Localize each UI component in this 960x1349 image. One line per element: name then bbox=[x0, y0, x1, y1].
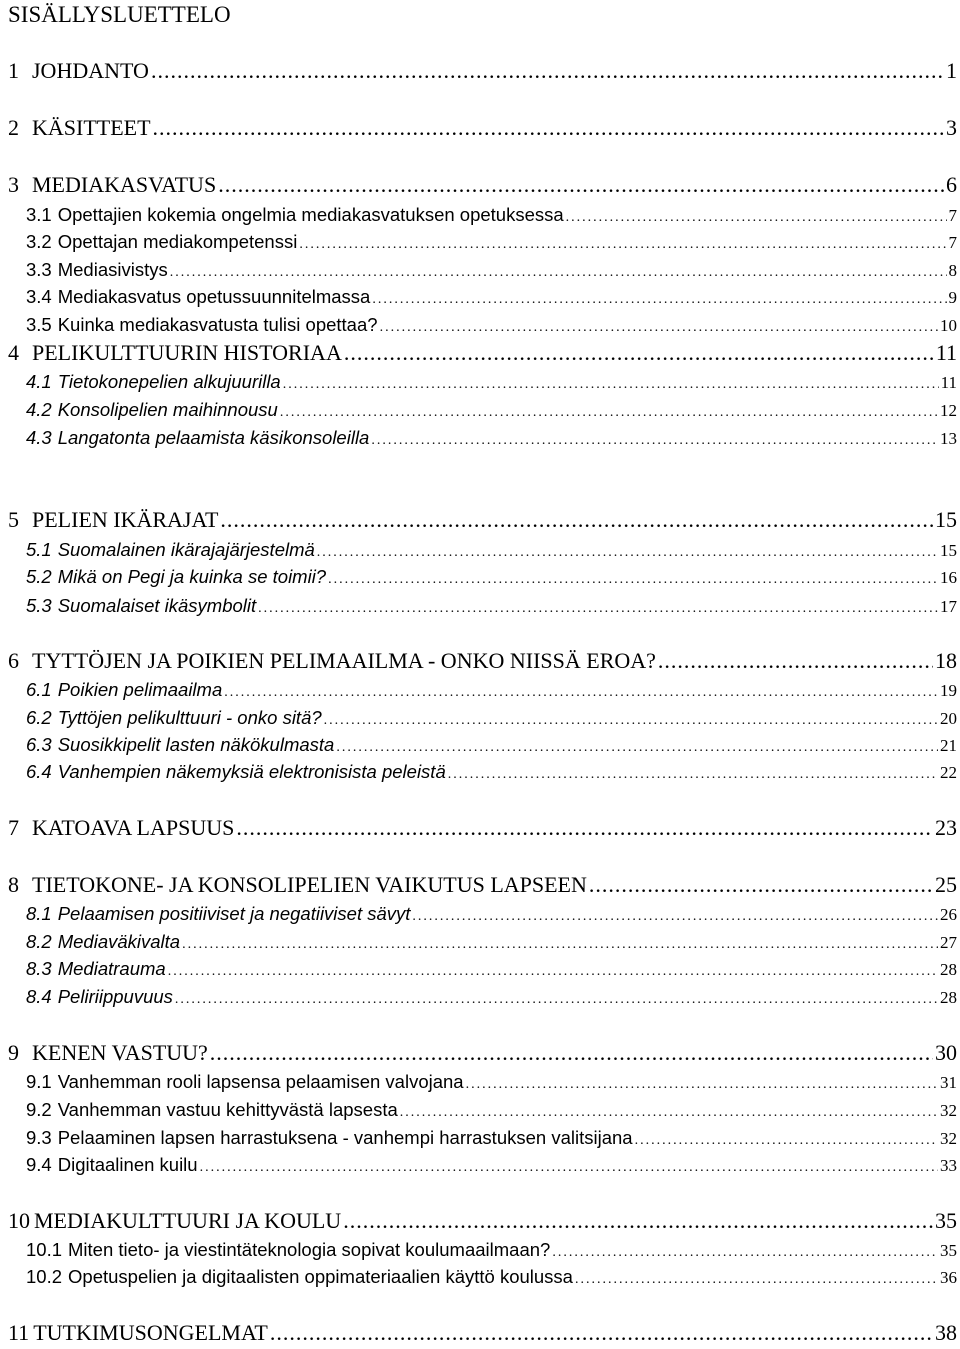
toc-entry-text: TYTTÖJEN JA POIKIEN PELIMAAILMA - ONKO NIISSÄ EROA? bbox=[32, 648, 656, 673]
toc-entry-text: Pelaaminen lapsen harrastuksena - vanhempi harrastuksen valitsijana bbox=[58, 1127, 633, 1148]
toc-entry-text: PELIKULTTUURIN HISTORIAA bbox=[32, 340, 342, 365]
dot-leader bbox=[575, 1266, 938, 1294]
toc-entry-label bbox=[0, 368, 281, 396]
dot-leader bbox=[210, 1037, 933, 1069]
toc-page-number: 11 bbox=[936, 337, 960, 369]
dot-leader bbox=[175, 986, 938, 1014]
toc-page-number: 6 bbox=[946, 169, 960, 201]
toc-entry-number: 1 bbox=[8, 55, 28, 87]
toc-section-entry[interactable] bbox=[0, 368, 960, 396]
toc-entry-label bbox=[0, 1236, 550, 1264]
dot-leader bbox=[236, 812, 933, 844]
toc-entry-number: 4.1 bbox=[26, 368, 52, 396]
toc-page-number: 28 bbox=[940, 984, 960, 1012]
toc-entry-label bbox=[0, 1151, 198, 1179]
toc-entry-number: 8.1 bbox=[26, 900, 52, 928]
dot-leader bbox=[299, 231, 946, 259]
toc-section-entry[interactable] bbox=[0, 536, 960, 564]
toc-entry-number: 6.2 bbox=[26, 704, 52, 732]
toc-page-number: 11 bbox=[941, 369, 960, 397]
toc-entry-text: Opettajan mediakompetenssi bbox=[58, 231, 298, 252]
toc-page-number: 22 bbox=[940, 759, 960, 787]
toc-entry-number: 4.3 bbox=[26, 424, 52, 452]
toc-entry-text: Pelaamisen positiiviset ja negatiiviset sävyt bbox=[58, 903, 411, 924]
toc-page-number: 35 bbox=[935, 1205, 960, 1237]
toc-entry-text: KATOAVA LAPSUUS bbox=[32, 815, 234, 840]
toc-entry-label bbox=[0, 1037, 208, 1069]
dot-leader bbox=[371, 427, 938, 455]
dot-leader bbox=[412, 903, 938, 931]
toc-chapter-entry[interactable] bbox=[0, 112, 960, 144]
toc-entry-text: Peliriippuvuus bbox=[58, 986, 173, 1007]
toc-entry-text: Mediasivistys bbox=[58, 259, 168, 280]
toc-entry-label bbox=[0, 928, 180, 956]
toc-entry-label bbox=[0, 228, 297, 256]
toc-entry-text: Tietokonepelien alkujuurilla bbox=[58, 371, 281, 392]
toc-entry-label bbox=[0, 256, 168, 284]
toc-entry-label bbox=[0, 704, 322, 732]
toc-entry-number: 9.2 bbox=[26, 1096, 52, 1124]
toc-entry-number: 3 bbox=[8, 169, 28, 201]
toc-entry-label bbox=[0, 1096, 398, 1124]
toc-page-number: 30 bbox=[935, 1037, 960, 1069]
toc-chapter-entry[interactable] bbox=[0, 645, 960, 677]
toc-entry-text: PELIEN IKÄRAJAT bbox=[32, 507, 218, 532]
toc-section-entry[interactable] bbox=[0, 396, 960, 424]
toc-section-entry[interactable] bbox=[0, 563, 960, 591]
dot-leader bbox=[200, 1154, 938, 1182]
toc-entry-label bbox=[0, 169, 216, 201]
toc-entry-number: 5.1 bbox=[26, 536, 52, 564]
toc-section-entry[interactable] bbox=[0, 256, 960, 284]
toc-chapter-entry[interactable] bbox=[0, 504, 960, 536]
toc-entry-text: Langatonta pelaamista käsikonsoleilla bbox=[58, 427, 370, 448]
toc-entry-number: 10.1 bbox=[26, 1236, 62, 1264]
toc-chapter-entry[interactable] bbox=[0, 1037, 960, 1069]
toc-section-entry[interactable] bbox=[0, 1151, 960, 1179]
toc-entry-label bbox=[0, 869, 587, 901]
toc-chapter-entry[interactable] bbox=[0, 169, 960, 201]
toc-page-number: 7 bbox=[949, 229, 960, 257]
toc-chapter-entry[interactable] bbox=[0, 1317, 960, 1349]
toc-entry-number: 9.1 bbox=[26, 1068, 52, 1096]
toc-section-entry[interactable] bbox=[0, 311, 960, 339]
toc-entry-label bbox=[0, 676, 222, 704]
toc-entry-label bbox=[0, 758, 446, 786]
toc-entry-number: 3.3 bbox=[26, 256, 52, 284]
toc-entry-number: 7 bbox=[8, 812, 28, 844]
toc-page-number: 32 bbox=[940, 1125, 960, 1153]
toc-section-entry[interactable] bbox=[0, 983, 960, 1011]
toc-entry-label bbox=[0, 592, 256, 620]
toc-entry-label bbox=[0, 283, 370, 311]
toc-entry-text: Kuinka mediakasvatusta tulisi opettaa? bbox=[58, 314, 378, 335]
toc-entry-label bbox=[0, 396, 278, 424]
toc-page-number: 12 bbox=[940, 397, 960, 425]
toc-section-entry[interactable] bbox=[0, 1236, 960, 1264]
toc-entry-text: Konsolipelien maihinnousu bbox=[58, 399, 278, 420]
dot-leader bbox=[270, 1317, 933, 1349]
toc-page-number: 27 bbox=[940, 929, 960, 957]
toc-entry-text: Mediatrauma bbox=[58, 958, 166, 979]
toc-page-number: 19 bbox=[940, 677, 960, 705]
toc-page-number: 31 bbox=[940, 1069, 960, 1097]
toc-entry-number: 5.2 bbox=[26, 563, 52, 591]
dot-leader bbox=[280, 399, 938, 427]
toc-entry-number: 6.3 bbox=[26, 731, 52, 759]
toc-page-number: 33 bbox=[940, 1152, 960, 1180]
toc-page-number: 32 bbox=[940, 1097, 960, 1125]
toc-section-entry[interactable] bbox=[0, 592, 960, 620]
toc-page-number: 15 bbox=[935, 504, 960, 536]
toc-entry-text: TIETOKONE- JA KONSOLIPELIEN VAIKUTUS LAPSEEN bbox=[32, 872, 587, 897]
toc-entry-number: 10 bbox=[8, 1205, 30, 1237]
toc-page-number: 1 bbox=[946, 55, 960, 87]
toc-entry-number: 10.2 bbox=[26, 1263, 62, 1291]
dot-leader bbox=[258, 595, 938, 623]
toc-entry-text: Suosikkipelit lasten näkökulmasta bbox=[58, 734, 335, 755]
toc-entry-label bbox=[0, 955, 166, 983]
toc-entry-label bbox=[0, 504, 218, 536]
dot-leader bbox=[372, 286, 946, 314]
toc-entry-number: 6.4 bbox=[26, 758, 52, 786]
toc-entry-text: MEDIAKULTTUURI JA KOULU bbox=[34, 1208, 341, 1233]
toc-entry-text: Suomalainen ikärajajärjestelmä bbox=[58, 539, 315, 560]
toc-entry-number: 6.1 bbox=[26, 676, 52, 704]
toc-entry-label bbox=[0, 1124, 633, 1152]
toc-section-entry[interactable] bbox=[0, 1096, 960, 1124]
toc-section-entry[interactable] bbox=[0, 731, 960, 759]
dot-leader bbox=[151, 55, 944, 87]
toc-entry-number: 8 bbox=[8, 869, 28, 901]
toc-entry-number: 11 bbox=[8, 1317, 29, 1349]
toc-entry-number: 3.2 bbox=[26, 228, 52, 256]
toc-entry-text: KENEN VASTUU? bbox=[32, 1040, 208, 1065]
dot-leader bbox=[283, 371, 939, 399]
toc-entry-label bbox=[0, 1263, 573, 1291]
toc-page-number: 20 bbox=[940, 705, 960, 733]
dot-leader bbox=[658, 645, 933, 677]
toc-chapter-entry[interactable] bbox=[0, 812, 960, 844]
toc-section-entry[interactable] bbox=[0, 283, 960, 311]
toc-chapter-entry[interactable] bbox=[0, 869, 960, 901]
toc-page-number: 36 bbox=[940, 1264, 960, 1292]
toc-page-number: 16 bbox=[940, 564, 960, 592]
toc-entry-text: MEDIAKASVATUS bbox=[32, 172, 216, 197]
dot-leader bbox=[589, 869, 933, 901]
toc-section-entry[interactable] bbox=[0, 1263, 960, 1291]
toc-entry-number: 3.5 bbox=[26, 311, 52, 339]
toc-entry-label bbox=[0, 645, 656, 677]
toc-entry-text: Mediakasvatus opetussuunnitelmassa bbox=[58, 286, 371, 307]
toc-entry-number: 9 bbox=[8, 1037, 28, 1069]
toc-entry-text: Opettajien kokemia ongelmia mediakasvatuksen opetuksessa bbox=[58, 204, 564, 225]
toc-section-entry[interactable] bbox=[0, 758, 960, 786]
toc-entry-label bbox=[0, 424, 369, 452]
toc-chapter-entry[interactable] bbox=[0, 55, 960, 87]
toc-entry-label bbox=[0, 563, 326, 591]
toc-section-entry[interactable] bbox=[0, 201, 960, 229]
toc-page-number: 9 bbox=[949, 284, 960, 312]
dot-leader bbox=[168, 958, 938, 986]
dot-leader bbox=[220, 504, 933, 536]
toc-entry-text: Suomalaiset ikäsymbolit bbox=[58, 595, 256, 616]
toc-entry-text: JOHDANTO bbox=[32, 58, 149, 83]
toc-chapter-entry[interactable] bbox=[0, 337, 960, 369]
toc-page-number: 7 bbox=[949, 202, 960, 230]
toc-section-entry[interactable] bbox=[0, 704, 960, 732]
toc-entry-text: KÄSITTEET bbox=[32, 115, 151, 140]
dot-leader bbox=[328, 566, 938, 594]
toc-entry-label bbox=[0, 731, 334, 759]
toc-entry-label bbox=[0, 812, 234, 844]
toc-entry-text: Poikien pelimaailma bbox=[58, 679, 223, 700]
toc-entry-text: Mediaväkivalta bbox=[58, 931, 180, 952]
toc-page-number: 13 bbox=[940, 425, 960, 453]
toc-entry-label bbox=[0, 1205, 341, 1237]
toc-entry-text: Opetuspelien ja digitaalisten oppimateriaalien käyttö koulussa bbox=[68, 1266, 573, 1287]
toc-entry-text: Vanhempien näkemyksiä elektronisista peleistä bbox=[58, 761, 446, 782]
dot-leader bbox=[344, 337, 934, 369]
toc-entry-label bbox=[0, 900, 410, 928]
toc-entry-label bbox=[0, 55, 149, 87]
toc-page-number: 21 bbox=[940, 732, 960, 760]
dot-leader bbox=[153, 112, 944, 144]
toc-entry-number: 4.2 bbox=[26, 396, 52, 424]
dot-leader bbox=[466, 1071, 938, 1099]
dot-leader bbox=[343, 1205, 933, 1237]
toc-title: SISÄLLYSLUETTELO bbox=[8, 0, 231, 30]
toc-page-number: 18 bbox=[935, 645, 960, 677]
toc-entry-number: 5.3 bbox=[26, 592, 52, 620]
toc-entry-text: Digitaalinen kuilu bbox=[58, 1154, 198, 1175]
toc-section-entry[interactable] bbox=[0, 1068, 960, 1096]
toc-entry-number: 5 bbox=[8, 504, 28, 536]
toc-page-number: 26 bbox=[940, 901, 960, 929]
toc-page-number: 17 bbox=[940, 593, 960, 621]
toc-entry-number: 4 bbox=[8, 337, 28, 369]
toc-entry-label bbox=[0, 112, 151, 144]
toc-page-number: 8 bbox=[949, 257, 960, 285]
toc-entry-number: 8.4 bbox=[26, 983, 52, 1011]
toc-section-entry[interactable] bbox=[0, 424, 960, 452]
toc-entry-label bbox=[0, 201, 564, 229]
toc-entry-text: Vanhemman vastuu kehittyvästä lapsesta bbox=[58, 1099, 398, 1120]
toc-chapter-entry[interactable] bbox=[0, 1205, 960, 1237]
toc-entry-text: TUTKIMUSONGELMAT bbox=[33, 1320, 268, 1345]
toc-section-entry[interactable] bbox=[0, 928, 960, 956]
toc-page-number: 15 bbox=[940, 537, 960, 565]
toc-section-entry[interactable] bbox=[0, 900, 960, 928]
toc-entry-label bbox=[0, 536, 315, 564]
toc-entry-text: Tyttöjen pelikulttuuri - onko sitä? bbox=[58, 707, 322, 728]
toc-entry-number: 9.3 bbox=[26, 1124, 52, 1152]
toc-entry-label bbox=[0, 1317, 268, 1349]
toc-page-number: 10 bbox=[940, 312, 960, 340]
toc-page-number: 25 bbox=[935, 869, 960, 901]
toc-entry-number: 3.4 bbox=[26, 283, 52, 311]
toc-entry-label bbox=[0, 983, 173, 1011]
dot-leader bbox=[218, 169, 944, 201]
toc-entry-text: Vanhemman rooli lapsensa pelaamisen valvojana bbox=[58, 1071, 464, 1092]
toc-entry-text: Mikä on Pegi ja kuinka se toimii? bbox=[58, 566, 326, 587]
toc-entry-number: 6 bbox=[8, 645, 28, 677]
toc-entry-label bbox=[0, 337, 342, 369]
dot-leader bbox=[448, 761, 938, 789]
toc-entry-label bbox=[0, 1068, 464, 1096]
toc-entry-label bbox=[0, 311, 378, 339]
toc-page-number: 23 bbox=[935, 812, 960, 844]
toc-page-number: 38 bbox=[935, 1317, 960, 1349]
toc-entry-number: 8.2 bbox=[26, 928, 52, 956]
toc-entry-text: Miten tieto- ja viestintäteknologia sopivat koulumaailmaan? bbox=[68, 1239, 550, 1260]
toc-section-entry[interactable] bbox=[0, 228, 960, 256]
toc-section-entry[interactable] bbox=[0, 1124, 960, 1152]
toc-entry-number: 8.3 bbox=[26, 955, 52, 983]
toc-section-entry[interactable] bbox=[0, 955, 960, 983]
toc-entry-number: 9.4 bbox=[26, 1151, 52, 1179]
dot-leader bbox=[224, 679, 938, 707]
toc-page-number: 3 bbox=[946, 112, 960, 144]
toc-entry-number: 3.1 bbox=[26, 201, 52, 229]
toc-page-number: 28 bbox=[940, 956, 960, 984]
toc-section-entry[interactable] bbox=[0, 676, 960, 704]
toc-entry-number: 2 bbox=[8, 112, 28, 144]
toc-page-number: 35 bbox=[940, 1237, 960, 1265]
dot-leader bbox=[400, 1099, 938, 1127]
